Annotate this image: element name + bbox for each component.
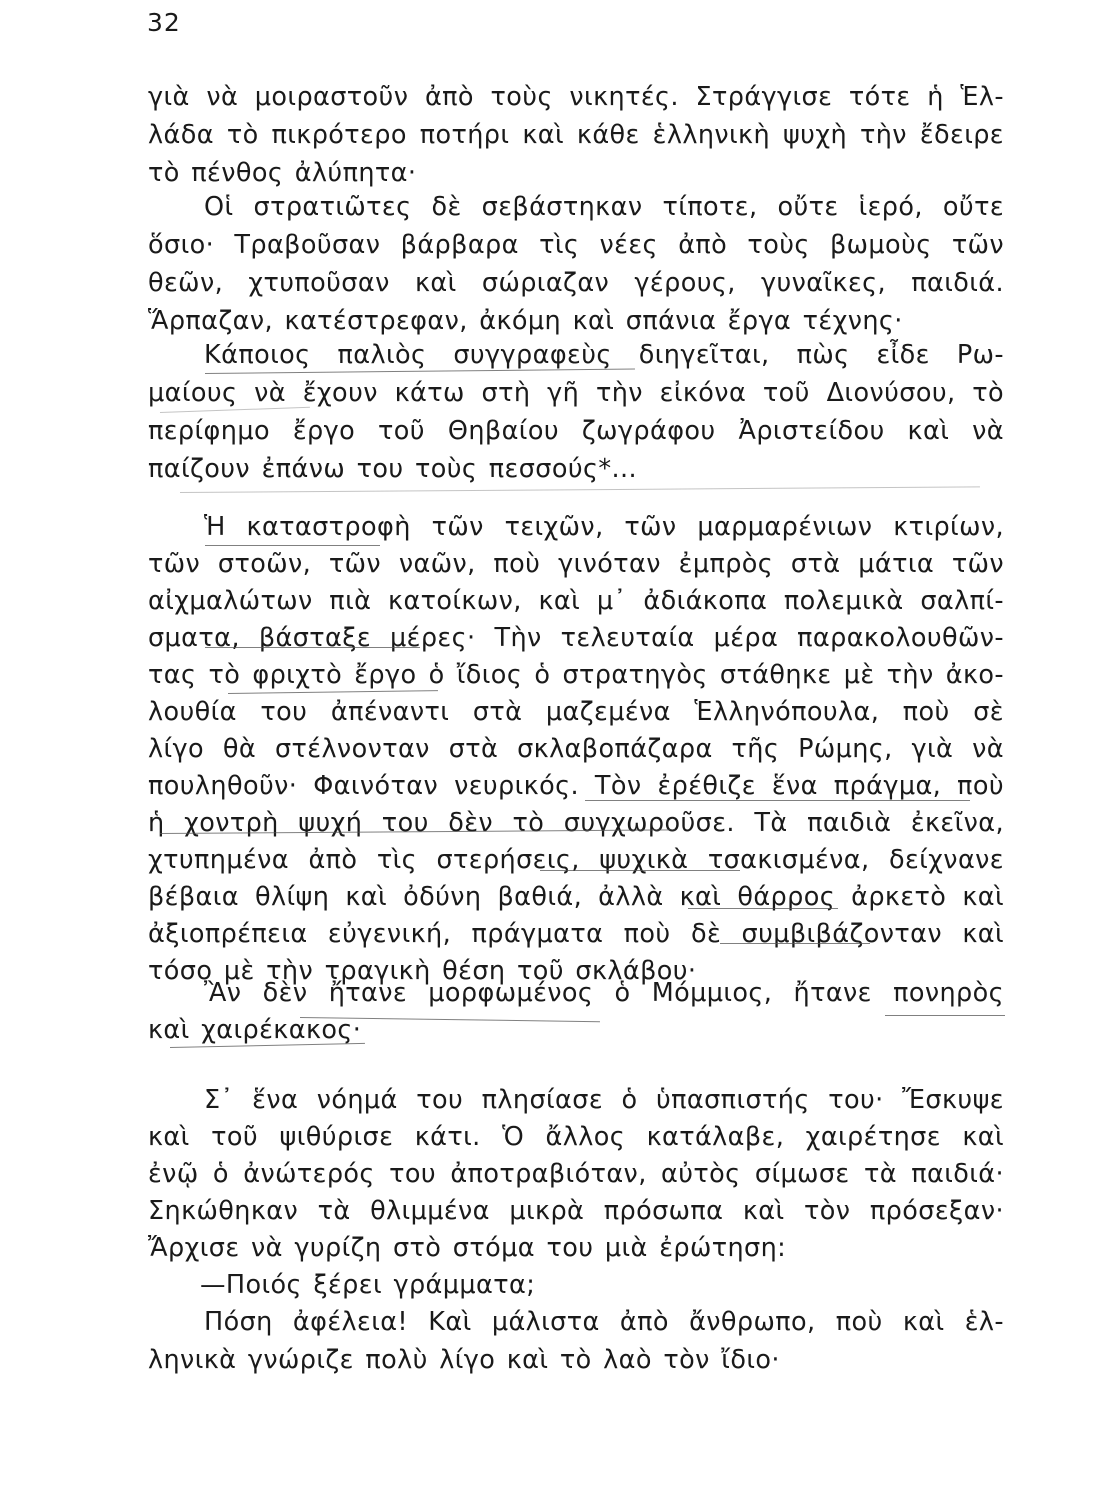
text-line: Οἱ στρατιῶτες δὲ σεβάστηκαν τίποτε, οὔτε ἱερό, οὔτε	[204, 192, 1004, 222]
text-line: καὶ τοῦ ψιθύρισε κάτι. Ὁ ἄλλος κατάλαβε, χαιρέτησε καὶ	[148, 1122, 1004, 1152]
text-line: Σ᾽ ἕνα νόημά του πλησίασε ὁ ὑπασπιστής του· Ἔσκυψε	[204, 1085, 1004, 1115]
page-number: 32	[147, 8, 181, 37]
text-line: Πόση ἀφέλεια! Καὶ μάλιστα ἀπὸ ἄνθρωπο, ποὺ καὶ ἑλ-	[204, 1307, 1004, 1337]
pencil-underline	[688, 908, 838, 909]
text-line: γιὰ νὰ μοιραστοῦν ἀπὸ τοὺς νικητές. Στράγγισε τότε ἡ Ἑλ-	[148, 82, 1004, 112]
text-line: Ἡ καταστροφὴ τῶν τειχῶν, τῶν μαρμαρένιων κτιρίων,	[204, 512, 1004, 542]
text-line: Κάποιος παλιὸς συγγραφεὺς διηγεῖται, πὼς εἶδε Ρω-	[204, 340, 1004, 370]
text-line: αἰχμαλώτων πιὰ κατοίκων, καὶ μ᾽ ἀδιάκοπα πολεμικὰ σαλπί-	[148, 586, 1004, 616]
text-line: λίγο θὰ στέλνονταν στὰ σκλαβοπάζαρα τῆς Ρώμης, γιὰ νὰ	[148, 734, 1004, 764]
text-line: τῶν στοῶν, τῶν ναῶν, ποὺ γινόταν ἐμπρὸς στὰ μάτια τῶν	[148, 549, 1004, 579]
text-line: καὶ χαιρέκακος·	[148, 1015, 362, 1045]
text-line: τας τὸ φριχτὸ ἔργο ὁ ἴδιος ὁ στρατηγὸς στάθηκε μὲ τὴν ἀκο-	[148, 660, 1004, 690]
text-line: Σηκώθηκαν τὰ θλιμμένα μικρὰ πρόσωπα καὶ τὸν πρόσεξαν·	[148, 1196, 1004, 1226]
text-line: τόσο μὲ τὴν τραγικὴ θέση τοῦ σκλάβου·	[148, 956, 697, 986]
pencil-underline	[205, 545, 380, 546]
pencil-underline	[720, 943, 870, 944]
text-line: πουληθοῦν· Φαινόταν νευρικός. Τὸν ἐρέθιζε ἕνα πράγμα, ποὺ	[148, 771, 1004, 801]
pencil-underline	[180, 486, 980, 493]
text-line: ἡ χοντρὴ ψυχή του δὲν τὸ συγχωροῦσε. Τὰ παιδιὰ ἐκεῖνα,	[148, 808, 1004, 838]
text-line: ληνικὰ γνώριζε πολὺ λίγο καὶ τὸ λαὸ τὸν ἴδιο·	[148, 1345, 780, 1375]
pencil-underline	[540, 870, 740, 871]
text-line: λάδα τὸ πικρότερο ποτήρι καὶ κάθε ἑλληνικὴ ψυχὴ τὴν ἔδειρε	[148, 120, 1004, 150]
pencil-underline	[205, 647, 420, 648]
pencil-underline	[585, 800, 970, 801]
text-line: ἀξιοπρέπεια εὐγενική, πράγματα ποὺ δὲ συμβιβάζονταν καὶ	[148, 919, 1004, 949]
pencil-underline	[885, 1015, 1005, 1016]
text-line: Ἄρχισε νὰ γυρίζη στὸ στόμα του μιὰ ἐρώτηση:	[148, 1233, 787, 1263]
text-line: θεῶν, χτυποῦσαν καὶ σώριαζαν γέρους, γυναῖκες, παιδιά.	[148, 268, 1004, 298]
text-line: Ἅρπαζαν, κατέστρεφαν, ἀκόμη καὶ σπάνια ἔργα τέχνης·	[148, 306, 903, 336]
text-line: χτυπημένα ἀπὸ τὶς στερήσεις, ψυχικὰ τσακισμένα, δείχνανε	[148, 845, 1004, 875]
text-line: Ἂν δὲν ἤτανε μορφωμένος ὁ Μόμμιος, ἤτανε πονηρὸς	[204, 978, 1004, 1008]
text-line: σματα, βάσταξε μέρες· Τὴν τελευταία μέρα παρακολουθῶν-	[148, 623, 1004, 653]
text-line: ἐνῷ ὁ ἀνώτερός του ἀποτραβιόταν, αὐτὸς σίμωσε τὰ παιδιά·	[148, 1159, 1004, 1189]
text-line: ὅσιο· Τραβοῦσαν βάρβαρα τὶς νέες ἀπὸ τοὺς βωμοὺς τῶν	[148, 230, 1004, 260]
text-line: λουθία του ἀπέναντι στὰ μαζεμένα Ἑλληνόπουλα, ποὺ σὲ	[148, 697, 1004, 727]
text-line: παίζουν ἐπάνω του τοὺς πεσσούς*...	[148, 454, 638, 484]
dialogue-line: —Ποιός ξέρει γράμματα;	[200, 1270, 536, 1300]
text-line: περίφημο ἔργο τοῦ Θηβαίου ζωγράφου Ἀριστείδου καὶ νὰ	[148, 416, 1004, 446]
text-line: βέβαια θλίψη καὶ ὀδύνη βαθιά, ἀλλὰ καὶ θάρρος ἀρκετὸ καὶ	[148, 882, 1004, 912]
text-line: τὸ πένθος ἀλύπητα·	[148, 158, 417, 188]
text-line: μαίους νὰ ἔχουν κάτω στὴ γῆ τὴν εἰκόνα τοῦ Διονύσου, τὸ	[148, 378, 1004, 408]
